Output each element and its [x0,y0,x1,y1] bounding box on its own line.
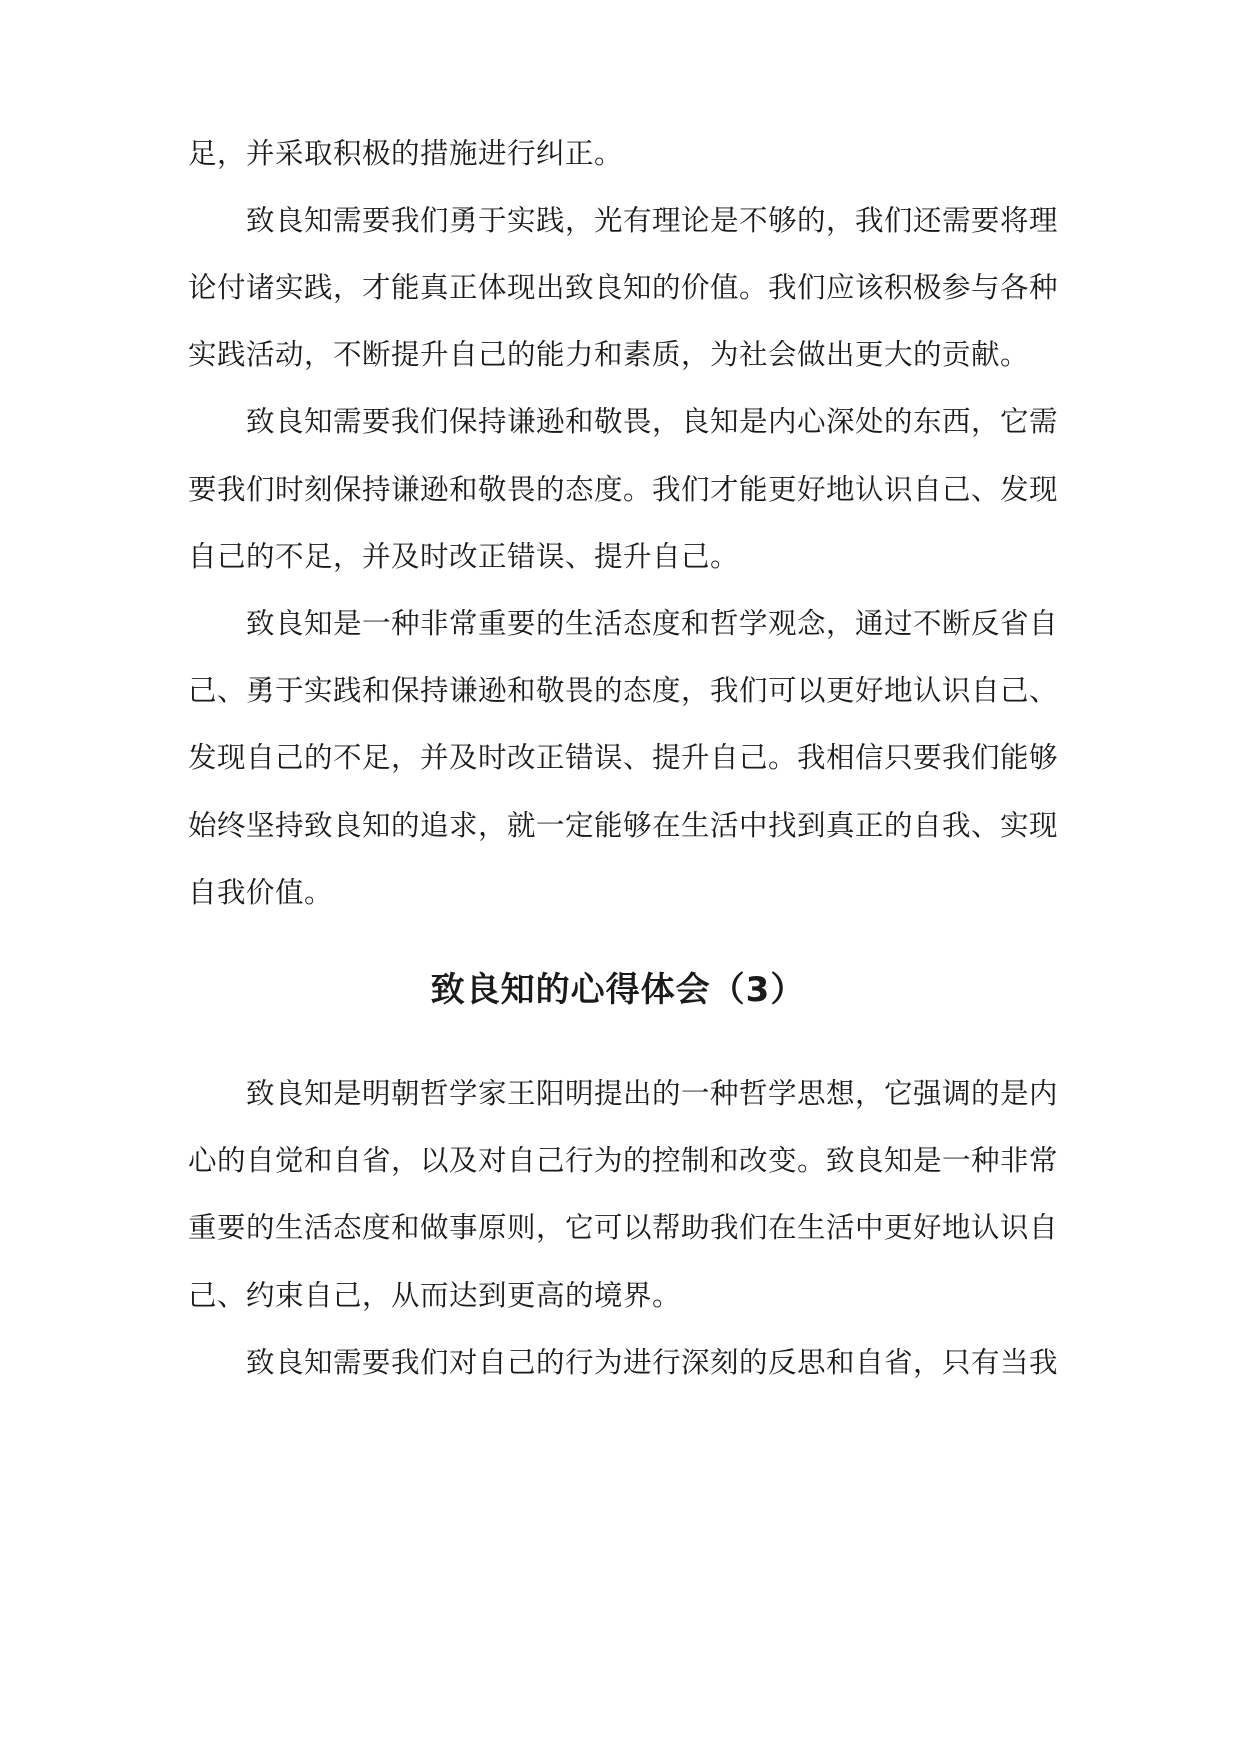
text-line: 自我价值。 [188,876,334,909]
text-line: 发现自己的不足，并及时改正错误、提升自己。我相信只要我们能够 [188,741,1059,774]
paragraph-first-line: 致良知是明朝哲学家王阳明提出的一种哲学思想，它强调的是内 [246,1077,1059,1110]
text-line: 己、勇于实践和保持谦逊和敬畏的态度，我们可以更好地认识自己、 [188,674,1059,707]
text-line: 足，并采取积极的措施进行纠正。 [188,137,624,170]
section-heading: 致良知的心得体会（3） [430,970,806,1010]
paragraph-first-line: 致良知需要我们勇于实践，光有理论是不够的，我们还需要将理 [246,204,1059,237]
text-line: 心的自觉和自省，以及对自己行为的控制和改变。致良知是一种非常 [188,1144,1059,1177]
text-line: 自己的不足，并及时改正错误、提升自己。 [188,540,740,573]
text-line: 己、约束自己，从而达到更高的境界。 [188,1279,682,1312]
text-line: 实践活动，不断提升自己的能力和素质，为社会做出更大的贡献。 [188,338,1030,371]
paragraph-first-line: 致良知需要我们对自己的行为进行深刻的反思和自省，只有当我 [246,1346,1059,1379]
text-line: 论付诸实践，才能真正体现出致良知的价值。我们应该积极参与各种 [188,271,1059,304]
paragraph-first-line: 致良知是一种非常重要的生活态度和哲学观念，通过不断反省自 [246,607,1059,640]
text-line: 始终坚持致良知的追求，就一定能够在生活中找到真正的自我、实现 [188,809,1059,842]
text-line: 重要的生活态度和做事原则，它可以帮助我们在生活中更好地认识自 [188,1211,1059,1244]
paragraph-first-line: 致良知需要我们保持谦逊和敬畏，良知是内心深处的东西，它需 [246,405,1059,438]
text-line: 要我们时刻保持谦逊和敬畏的态度。我们才能更好地认识自己、发现 [188,473,1059,506]
